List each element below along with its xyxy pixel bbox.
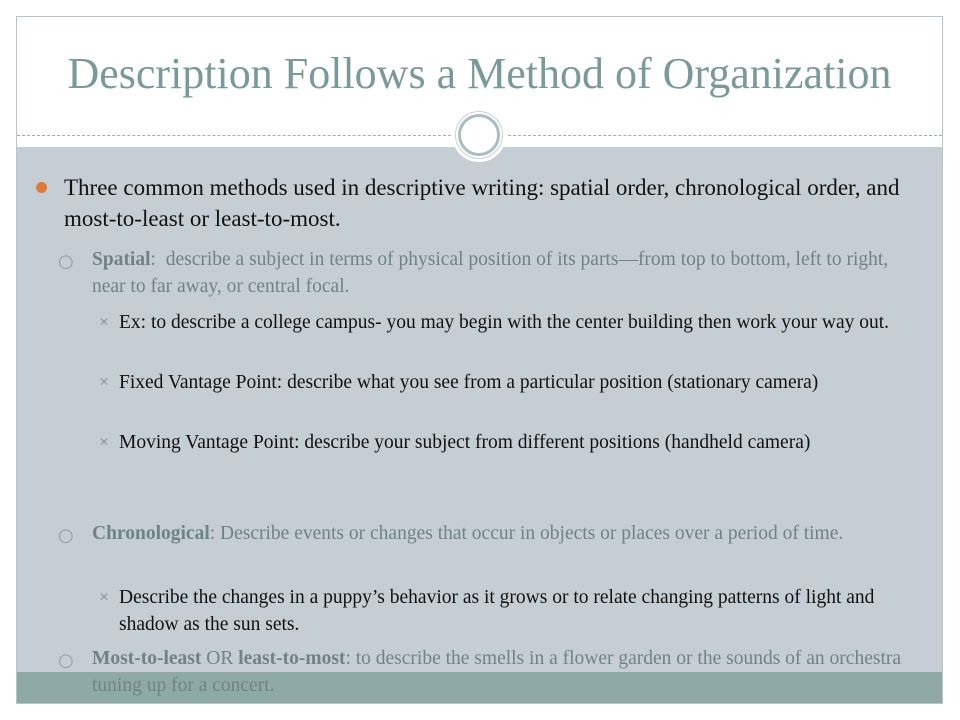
bullet-most-to-least — [58, 645, 922, 699]
filled-circle-bullet-icon — [36, 182, 47, 193]
hollow-circle-bullet-icon: ○ — [58, 251, 74, 272]
slide-body — [17, 147, 942, 703]
most-to-least-term: Most-to-least — [92, 648, 202, 669]
cross-bullet-icon: ✕ — [99, 375, 110, 389]
subitem-moving-vantage — [99, 429, 924, 456]
cross-bullet-icon: ✕ — [99, 590, 110, 604]
bullet-spatial — [58, 246, 922, 300]
most-to-least-text: : to describe the smells in a flower garden or the sounds of an orchestra tuning up for a concert. — [92, 648, 902, 696]
spatial-separator: : — [150, 249, 166, 270]
subitem-fixed-vantage-text: Fixed Vantage Point: describe what you see from a particular position (stationary camera) — [119, 372, 819, 393]
subitem-fixed-vantage — [99, 369, 924, 396]
chronological-separator: : — [209, 523, 221, 544]
cross-bullet-icon: ✕ — [99, 435, 110, 449]
subitem-puppy — [99, 584, 924, 638]
hollow-circle-bullet-icon: ○ — [58, 525, 74, 546]
spatial-text: describe a subject in terms of physical position of its parts—from top to bottom, left to right, near to far away, or central focal. — [92, 249, 889, 297]
bullet-chronological — [58, 520, 922, 547]
chronological-text: Describe events or changes that occur in objects or places over a period of time. — [220, 523, 844, 544]
least-to-most-term: least-to-most — [238, 648, 346, 669]
subitem-campus-text: Ex: to describe a college campus- you may begin with the center building then work your way out. — [119, 312, 890, 333]
or-separator: OR — [201, 648, 239, 669]
bullet-intro-text: Three common methods used in descriptive writing: spatial order, chronological order, and most-to-least or least-to-most. — [64, 175, 900, 231]
hollow-circle-bullet-icon: ○ — [58, 650, 74, 671]
chronological-term: Chronological — [92, 523, 210, 544]
cross-bullet-icon: ✕ — [99, 315, 110, 329]
subitem-campus — [99, 309, 924, 336]
subitem-moving-vantage-text: Moving Vantage Point: describe your subject from different positions (handheld camera) — [119, 432, 811, 453]
subitem-puppy-text: Describe the changes in a puppy’s behavior as it grows or to relate changing patterns of light and shadow as the sun sets. — [119, 587, 875, 635]
spatial-term: Spatial — [92, 249, 151, 270]
bullet-intro — [64, 172, 924, 234]
slide-title: Description Follows a Method of Organization — [67, 48, 892, 98]
